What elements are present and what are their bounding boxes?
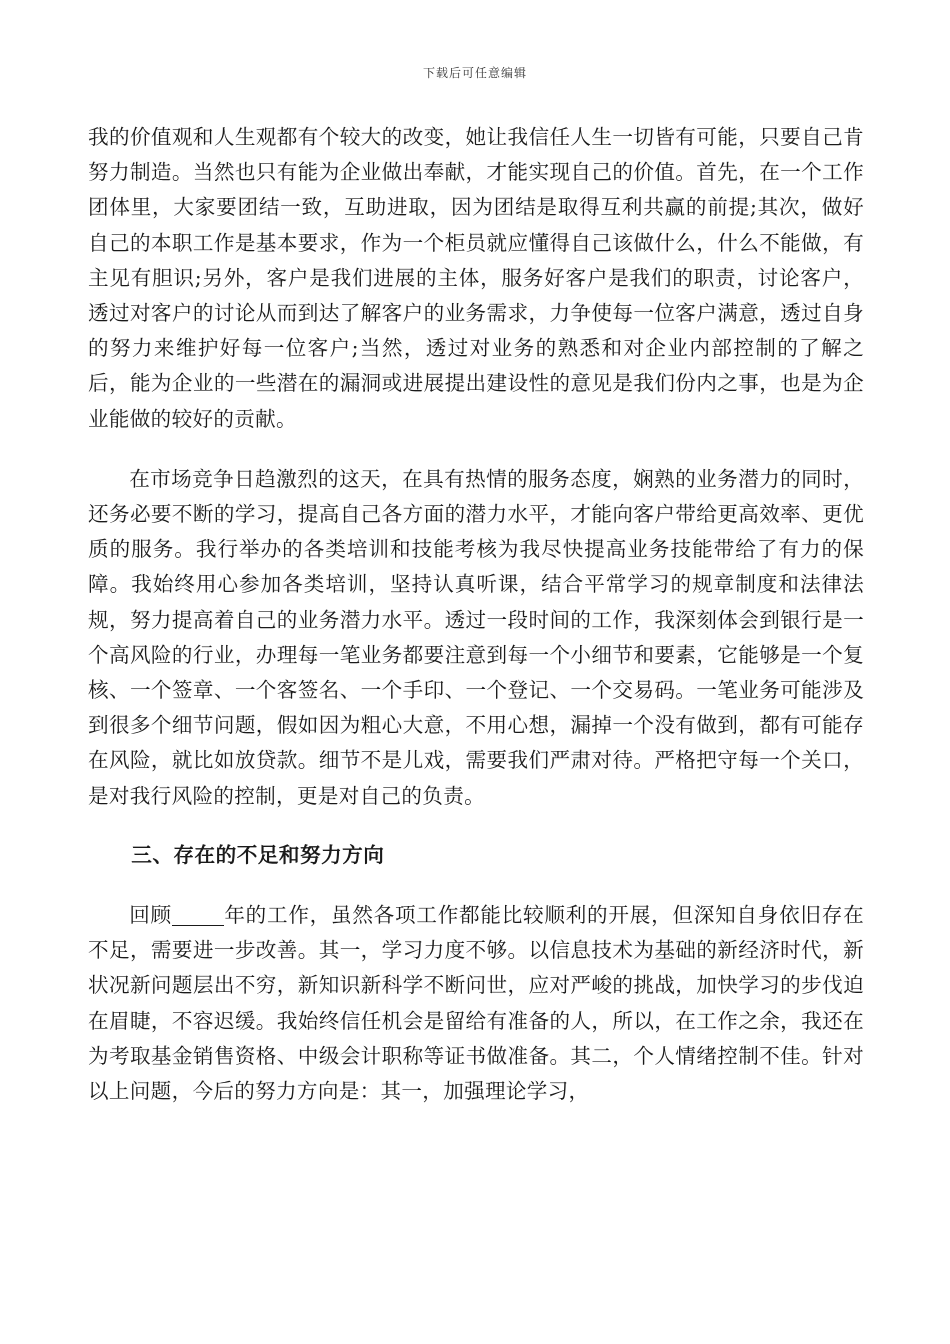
review-text-start: 回顾	[129, 903, 172, 928]
page-header: 下载后可任意编辑	[422, 66, 527, 80]
paragraph-learning-and-risk: 在市场竞争日趋激烈的这天，在具有热情的服务态度，娴熟的业务潜力的同时，还务必要不断的学习，提高自己各方面的潜力水平，才能向客户带给更高效率、更优质的服务。我行举办的各类培训和技能考核为我尽快提高业务技能带给了有力的保障。我始终用心参加各类培训，坚持认真听课，结合平常学习的规章制度和法律法规，努力提高着自己的业务潜力水平。透过一段时间的工作，我深刻体会到银行是一个高风险的行业，办理每一笔业务都要注意到每一个小细节和要素，它能够是一个复核、一个签章、一个客签名、一个手印、一个登记、一个交易码。一笔业务可能涉及到很多个细节问题，假如因为粗心大意，不用心想，漏掉一个没有做到，都有可能存在风险，就比如放贷款。细节不是儿戏，需要我们严肃对待。严格把守每一个关口，是对我行风险的控制，更是对自己的负责。	[88, 466, 864, 808]
review-text-rest: 年的工作，虽然各项工作都能比较顺利的开展，但深知自身依旧存在不足，需要进一步改善。其一，学习力度不够。以信息技术为基础的新经济时代，新状况新问题层出不穷，新知识新科学不断问世，应对严峻的挑战，加快学习的步伐迫在眉睫，不容迟缓。我始终信任机会是留给有准备的人，所以，在工作之余，我还在为考取基金销售资格、中级会计职称等证书做准备。其二，个人情绪控制不佳。针对以上问题，今后的努力方向是：其一，加强理论学习，	[88, 903, 864, 1104]
paragraph-review-and-direction	[88, 898, 864, 1109]
section-heading-shortcomings: 三、存在的不足和努力方向	[131, 842, 385, 867]
year-blank	[172, 905, 224, 926]
document-body	[88, 120, 864, 1109]
paragraph-values-and-contribution: 我的价值观和人生观都有个较大的改变，她让我信任人生一切皆有可能，只要自己肯努力制造。当然也只有能为企业做出奉献，才能实现自己的价值。首先，在一个工作团体里，大家要团结一致，互助进取，因为团结是取得互利共赢的前提;其次，做好自己的本职工作是基本要求，作为一个柜员就应懂得自己该做什么，什么不能做，有主见有胆识;另外，客户是我们进展的主体，服务好客户是我们的职责，讨论客户，透过对客户的讨论从而到达了解客户的业务需求，力争使每一位客户满意，透过自身的努力来维护好每一位客户;当然，透过对业务的熟悉和对企业内部控制的了解之后，能为企业的一些潜在的漏洞或进展提出建设性的意见是我们份内之事，也是为企业能做的较好的贡献。	[88, 125, 864, 431]
